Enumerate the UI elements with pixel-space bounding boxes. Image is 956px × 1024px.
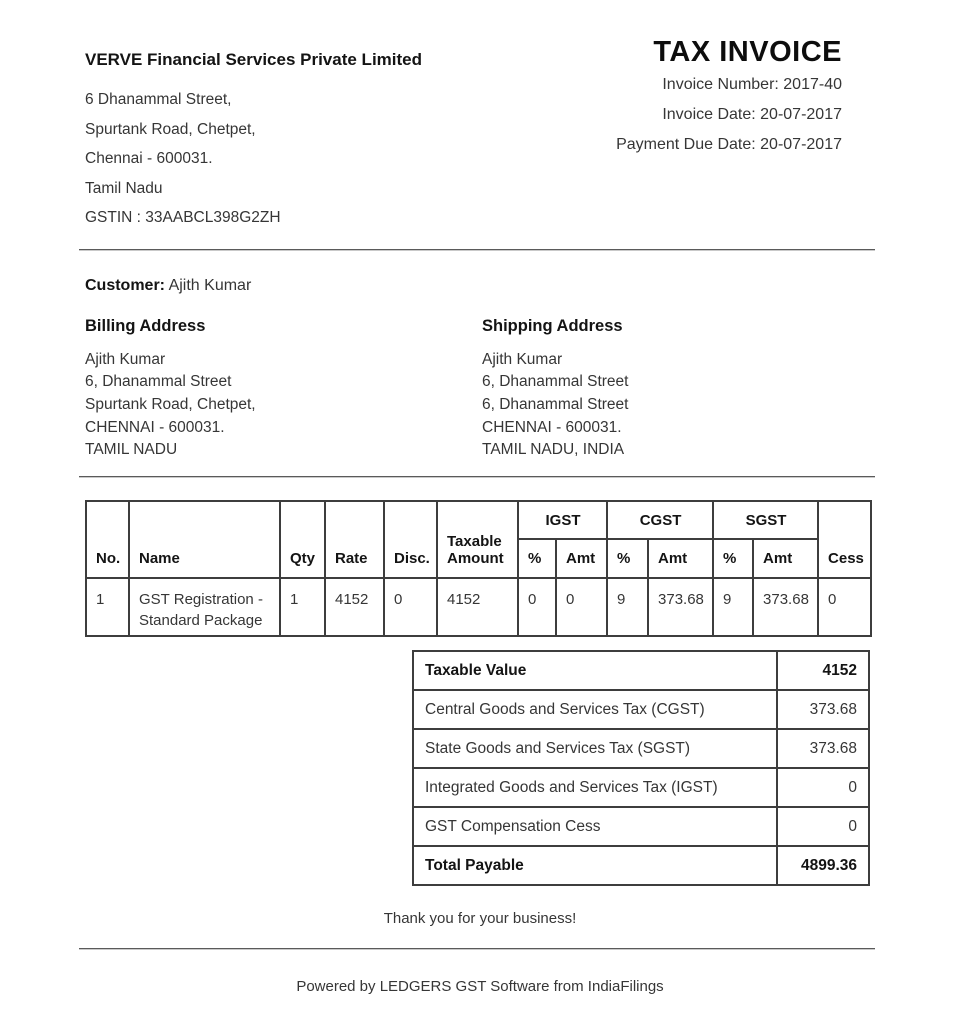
billing-address-line: CHENNAI - 600031. <box>85 418 225 436</box>
item-cess: 0 <box>818 578 871 636</box>
shipping-address-line: Ajith Kumar <box>482 350 563 368</box>
shipping-address-heading: Shipping Address <box>482 316 623 335</box>
billing-address-line: Ajith Kumar <box>85 350 166 368</box>
divider <box>79 948 875 950</box>
header-igst-amt: Amt <box>556 539 607 578</box>
company-address-line: 6 Dhanammal Street, <box>85 91 232 108</box>
summary-label: Integrated Goods and Services Tax (IGST) <box>413 768 777 807</box>
invoice-meta-block <box>616 34 875 233</box>
company-gstin: GSTIN : 33AABCL398G2ZH <box>85 209 281 226</box>
header-qty: Qty <box>280 501 325 578</box>
billing-address-line: Spurtank Road, Chetpet, <box>85 395 256 413</box>
summary-label: Total Payable <box>413 846 777 885</box>
item-igst-amt: 0 <box>556 578 607 636</box>
customer-name: Ajith Kumar <box>168 276 252 294</box>
summary-label: GST Compensation Cess <box>413 807 777 846</box>
company-name: VERVE Financial Services Private Limited <box>85 50 423 69</box>
header-igst: IGST <box>518 501 607 539</box>
divider <box>79 476 875 478</box>
invoice-number: Invoice Number: 2017-40 <box>662 76 842 93</box>
item-rate: 4152 <box>325 578 384 636</box>
invoice-title: TAX INVOICE <box>653 36 842 68</box>
item-igst-pct: 0 <box>518 578 556 636</box>
item-name: GST Registration - Standard Package <box>129 578 280 636</box>
summary-row-total-payable <box>413 846 869 885</box>
billing-address-line: TAMIL NADU <box>85 441 178 459</box>
header-sgst-pct: % <box>713 539 753 578</box>
summary-row-cess <box>413 807 869 846</box>
header-taxable-amount: Taxable Amount <box>437 501 518 578</box>
invoice-date: Invoice Date: 20-07-2017 <box>662 106 842 123</box>
billing-address-line: 6, Dhanammal Street <box>85 373 232 391</box>
shipping-address-line: 6, Dhanammal Street <box>482 395 629 413</box>
header-cgst-pct: % <box>607 539 648 578</box>
customer-label: Customer: <box>85 276 166 294</box>
header-cgst: CGST <box>607 501 713 539</box>
summary-label: State Goods and Services Tax (SGST) <box>413 729 777 768</box>
item-cgst-amt: 373.68 <box>648 578 713 636</box>
summary-value: 4152 <box>777 651 869 690</box>
addresses-section <box>85 315 875 463</box>
summary-table <box>412 650 870 886</box>
summary-row-sgst <box>413 729 869 768</box>
shipping-address-line: CHENNAI - 600031. <box>482 418 622 436</box>
item-cgst-pct: 9 <box>607 578 648 636</box>
summary-row-taxable-value <box>413 651 869 690</box>
shipping-address-line: 6, Dhanammal Street <box>482 373 629 391</box>
summary-label: Central Goods and Services Tax (CGST) <box>413 690 777 729</box>
item-sgst-amt: 373.68 <box>753 578 818 636</box>
header-rate: Rate <box>325 501 384 578</box>
header-igst-pct: % <box>518 539 556 578</box>
items-table <box>85 500 872 637</box>
header-no: No. <box>86 501 129 578</box>
summary-row-cgst <box>413 690 869 729</box>
shipping-address-line: TAMIL NADU, INDIA <box>482 441 625 459</box>
header-sgst: SGST <box>713 501 818 539</box>
header-cgst-amt: Amt <box>648 539 713 578</box>
item-no: 1 <box>86 578 129 636</box>
summary-value: 373.68 <box>777 690 869 729</box>
company-block <box>85 34 422 233</box>
divider <box>79 249 875 251</box>
header-disc: Disc. <box>384 501 437 578</box>
item-taxable-amount: 4152 <box>437 578 518 636</box>
shipping-address <box>482 315 628 463</box>
company-address-line: Tamil Nadu <box>85 179 163 197</box>
header-sgst-amt: Amt <box>753 539 818 578</box>
customer-row <box>85 275 875 297</box>
header-name: Name <box>129 501 280 578</box>
item-sgst-pct: 9 <box>713 578 753 636</box>
summary-value: 4899.36 <box>777 846 869 885</box>
invoice-header <box>85 34 875 233</box>
items-header-row-1 <box>86 501 871 539</box>
summary-value: 373.68 <box>777 729 869 768</box>
summary-row-igst <box>413 768 869 807</box>
billing-address-heading: Billing Address <box>85 316 206 335</box>
payment-due-date: Payment Due Date: 20-07-2017 <box>616 136 842 153</box>
header-cess: Cess <box>818 501 871 578</box>
summary-value: 0 <box>777 768 869 807</box>
item-row <box>86 578 871 636</box>
item-qty: 1 <box>280 578 325 636</box>
company-address-line: Spurtank Road, Chetpet, <box>85 120 256 138</box>
company-address-line: Chennai - 600031. <box>85 150 213 167</box>
summary-label: Taxable Value <box>413 651 777 690</box>
thank-you-message: Thank you for your business! <box>383 910 577 928</box>
billing-address <box>85 315 482 463</box>
item-disc: 0 <box>384 578 437 636</box>
powered-by-text: Powered by LEDGERS GST Software from IndiaFilings <box>296 978 664 996</box>
summary-value: 0 <box>777 807 869 846</box>
